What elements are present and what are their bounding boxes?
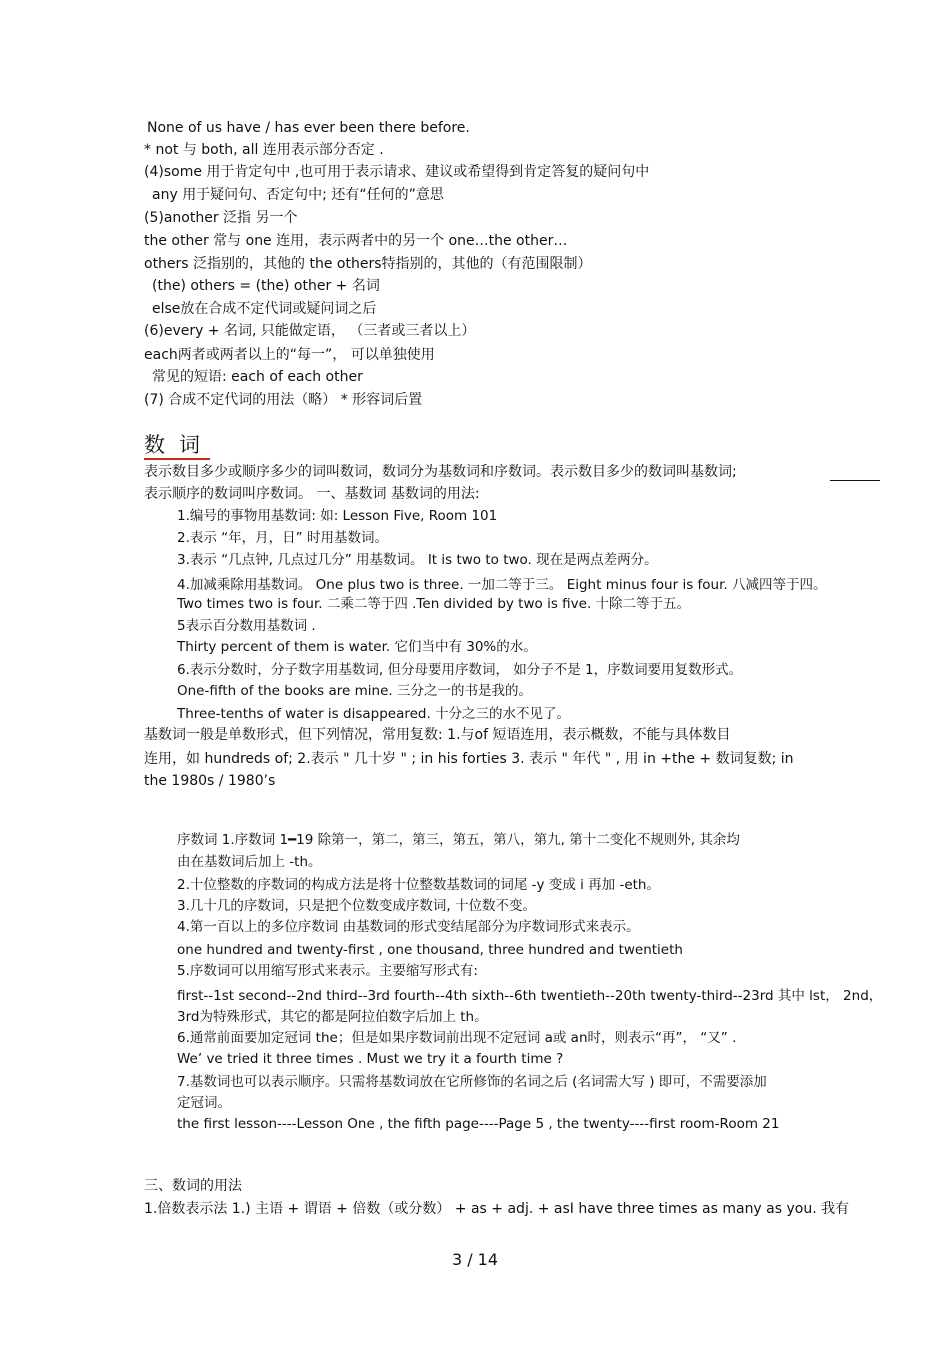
text-line: (6)every + 名词, 只能做定语， （三者或三者以上） [144,323,476,339]
text-line: 5表示百分数用基数词 . [177,618,316,634]
text-line: 6.通常前面要加定冠词 the；但是如果序数词前出现不定冠词 a或 an时，则表示“再”， “又” . [177,1030,737,1046]
text-line: 5.序数词可以用缩写形式来表示。主要缩写形式有: [177,963,478,979]
text-line: (5)another 泛指 另一个 [144,210,298,226]
text-line: 2.十位整数的序数词的构成方法是将十位整数基数词的词尾 -y 变成 i 再加 -eth。 [177,877,660,893]
text-line: We’ ve tried it three times . Must we try it a fourth time ? [177,1051,564,1067]
text-line: 基数词一般是单数形式，但下列情况，常用复数: 1.与of 短语连用，表示概数，不能与具体数目 [144,727,731,743]
text-line: Thirty percent of them is water. 它们当中有 30%的水。 [177,639,537,655]
text-line: Two times two is four. 二乘二等于四 .Ten divided by two is five. 十除二等于五。 [177,596,691,612]
text-line: One-fifth of the books are mine. 三分之一的书是我的。 [177,683,532,699]
text-line: 7.基数词也可以表示顺序。只需将基数词放在它所修饰的名词之后 (名词需大写 ) 即可，不需要添加 [177,1074,767,1090]
text-line: 常见的短语: each of each other [152,369,363,385]
text-line: 表示顺序的数词叫序数词。 一、基数词 基数词的用法: [144,486,480,502]
text-line: 连用，如 hundreds of; 2.表示 " 几十岁 " ; in his forties 3. 表示 " 年代 " , 用 in +the + 数词复数; in [144,751,794,767]
text-line: 6.表示分数时，分子数字用基数词, 但分母要用序数词， 如分子不是 1，序数词要用复数形式。 [177,662,743,678]
text-line: any 用于疑问句、否定句中; 还有“任何的”意思 [152,187,444,203]
text-line: (4)some 用于肯定句中 ,也可用于表示请求、建议或希望得到肯定答复的疑问句中 [144,164,650,180]
title-underline [144,458,210,460]
blank-line [830,480,880,481]
text-line: 定冠词。 [177,1095,231,1111]
text-line: the first lesson----Lesson One , the fifth page----Page 5 , the twenty----first room-Room 21 [177,1116,780,1132]
text-line: one hundred and twenty-first , one thousand, three hundred and twentieth [177,942,683,958]
text-line: 由在基数词后加上 -th。 [177,854,322,870]
text-line: 3rd为特殊形式，其它的都是阿拉伯数字后加上 th。 [177,1009,488,1025]
section-title: 数词 [144,433,214,457]
text-line: None of us have / has ever been there before. [147,120,470,136]
text-line: each两者或两者以上的“每一”， 可以单独使用 [144,347,435,363]
text-line: 3.表示 “几点钟, 几点过几分” 用基数词。 It is two to two. 现在是两点差两分。 [177,552,658,568]
page-number: 3 / 14 [451,1250,499,1269]
text-line: others 泛指别的，其他的 the others特指别的，其他的（有范围限制） [144,256,592,272]
text-line: first--1st second--2nd third--3rd fourth--4th sixth--6th twentieth--20th twenty-third--23rd 其中 lst， 2nd， [177,988,883,1004]
text-line: 表示数目多少或顺序多少的词叫数词，数词分为基数词和序数词。表示数目多少的数词叫基数词; [144,464,737,480]
text-line: 1.编号的事物用基数词: 如: Lesson Five, Room 101 [177,508,498,524]
text-line: (7) 合成不定代词的用法（略） * 形容词后置 [144,392,423,408]
text-line: 三、数词的用法 [144,1178,242,1194]
text-line: 4.第一百以上的多位序数词 由基数词的形式变结尾部分为序数词形式来表示。 [177,919,640,935]
text-line: 4.加减乘除用基数词。 One plus two is three. 一加二等于三。 Eight minus four is four. 八减四等于四。 [177,577,827,593]
text-line: else放在合成不定代词或疑问词之后 [152,301,377,317]
text-line: Three-tenths of water is disappeared. 十分之三的水不见了。 [177,706,571,722]
text-line: the 1980s / 1980’s [144,773,276,789]
text-line: 序数词 1.序数词 1━19 除第一，第二，第三，第五，第八，第九, 第十二变化不规则外, 其余均 [177,832,740,848]
text-line: * not 与 both, all 连用表示部分否定 . [144,142,384,158]
text-line: the other 常与 one 连用，表示两者中的另一个 one…the other… [144,233,568,249]
text-line: 2.表示 “年，月，日” 时用基数词。 [177,530,388,546]
text-line: (the) others = (the) other + 名词 [152,278,380,294]
text-line: 1.倍数表示法 1.) 主语 + 谓语 + 倍数（或分数） + as + adj. + asI have three times as many as you. 我有 [144,1201,850,1217]
text-line: 3.几十几的序数词，只是把个位数变成序数词, 十位数不变。 [177,898,536,914]
